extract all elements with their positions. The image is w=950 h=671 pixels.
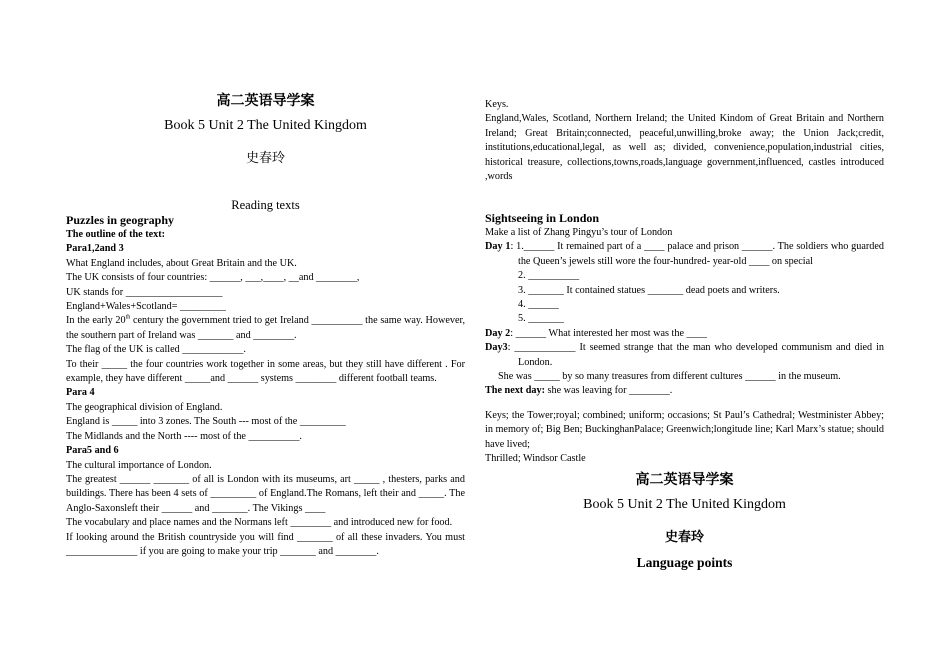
outline-label: The outline of the text: bbox=[66, 229, 166, 240]
day1-text: : 1.______ It remained part of a ____ palace and prison ______. The soldiers who guarded the Queen’s jewels still wore the four-hundred- year-old ____ on special bbox=[510, 241, 884, 267]
early-century-line bbox=[66, 314, 465, 343]
line-a-0: What England includes, about Great Britain and the UK. bbox=[66, 257, 297, 269]
spacer bbox=[485, 399, 884, 409]
next-day-line bbox=[485, 384, 884, 398]
line-b-2: The Midlands and the North ---- most of the __________. bbox=[66, 430, 302, 442]
para4-label: Para 4 bbox=[66, 387, 95, 399]
make-list: Make a list of Zhang Pingyu’s tour of London bbox=[485, 227, 673, 238]
sightseeing-title: Sightseeing in London bbox=[485, 211, 600, 225]
left-title-cn: 高二英语导学案 bbox=[216, 93, 315, 109]
day1-label: Day 1 bbox=[485, 241, 511, 253]
right-author: 史春玲 bbox=[664, 530, 704, 545]
looking-line: If looking around the British countryside you will find _______ of all these invaders. You must ______________ if you are going to make your trip _______ and ________. bbox=[66, 531, 465, 557]
reading-label: Reading texts bbox=[231, 198, 300, 212]
greatest-line: The greatest ______ _______ of all is London with its museums, art _____ , thesters, parks and buildings. There has been 4 sets of _________ of England.The Romans, left their and _____. The Anglo-Saxonsleft their ______ and _______. The Vikings ____ bbox=[66, 473, 465, 514]
day1-item-2: 2. __________ bbox=[518, 270, 580, 282]
left-author: 史春玲 bbox=[245, 151, 285, 166]
early-post: century the government tried to get Ireland __________ the same way. However, the southern part of Ireland was _______ and ________. bbox=[66, 315, 466, 341]
language-points: Language points bbox=[636, 555, 733, 570]
next-day-label: The next day: bbox=[485, 385, 545, 397]
flag-line: The flag of the UK is called ____________. bbox=[66, 344, 246, 356]
right-title-en: Book 5 Unit 2 The United Kingdom bbox=[583, 497, 786, 512]
line-a-2: UK stands for ___________________ bbox=[66, 286, 223, 298]
sightseeing-block bbox=[485, 210, 884, 467]
day2-text: : ______ What interested her most was the ____ bbox=[510, 327, 707, 339]
keys-label: Keys. bbox=[485, 99, 509, 110]
keys2-text: Keys; the Tower;royal; combined; uniform; occasions; St Paul’s Cathedral; Westminister Abbey; in memory of; Big Ben; BuckinghanPalace; Greenwich;longitude line; Karl Marx’s statue; should have lived; bbox=[485, 409, 884, 450]
their-line: To their _____ the four countries work together in some areas, but they still have different . For example, they have different _____and ______ systems ________ different football teams. bbox=[66, 358, 465, 385]
day2-label: Day 2 bbox=[485, 327, 511, 339]
day1-line bbox=[485, 240, 884, 269]
day1-item-3: 3. _______ It contained statues _______ dead poets and writers. bbox=[518, 284, 780, 296]
day1-item-4: 4. ______ bbox=[518, 299, 559, 311]
line-c-0: The cultural importance of London. bbox=[66, 459, 212, 471]
para123-label: Para1,2and 3 bbox=[66, 243, 124, 255]
early-sup: th bbox=[125, 315, 131, 322]
para56-label: Para5 and 6 bbox=[66, 445, 119, 457]
line-b-0: The geographical division of England. bbox=[66, 401, 223, 413]
left-body bbox=[66, 212, 465, 559]
day2-line bbox=[485, 327, 884, 341]
left-title-en: Book 5 Unit 2 The United Kingdom bbox=[164, 118, 367, 133]
day1-item-5: 5. _______ bbox=[518, 313, 564, 325]
day3-line bbox=[485, 341, 884, 370]
right-title-cn: 高二英语导学案 bbox=[635, 472, 734, 488]
keys-text: England,Wales, Scotland, Northern Ireland; the United Kindom of Great Britain and Northern Ireland; Great Britain;connected, peaceful,unwilling,broke away; the Union Jack;credit, institutions,educational,legal, as well as; divided, convenience,population,industrial cities, historical treasure, collections,towns,roads,language government,influenced, castles introduced ,words bbox=[485, 113, 884, 183]
keys-block bbox=[485, 98, 884, 184]
day3-text: : ____________ It seemed strange that the man who developed communism and died in London. bbox=[507, 342, 884, 368]
day3-label: Day3 bbox=[485, 342, 508, 354]
section-title: Puzzles in geography bbox=[66, 213, 174, 227]
line-a-1: The UK consists of four countries: ______, ___,____, __and ________, bbox=[66, 272, 360, 284]
she-was-line: She was _____ by so many treasures from different cultures ______ in the museum. bbox=[498, 371, 841, 383]
line-a-3: England+Wales+Scotland= _________ bbox=[66, 301, 226, 313]
vocab-line: The vocabulary and place names and the Normans left ________ and introduced new for food. bbox=[66, 517, 453, 529]
keys2-last: Thrilled; Windsor Castle bbox=[485, 453, 586, 465]
next-day-text: she was leaving for ________. bbox=[545, 385, 673, 397]
early-pre: In the early 20 bbox=[66, 315, 126, 327]
line-b-1: England is _____ into 3 zones. The South --- most of the _________ bbox=[66, 416, 346, 428]
